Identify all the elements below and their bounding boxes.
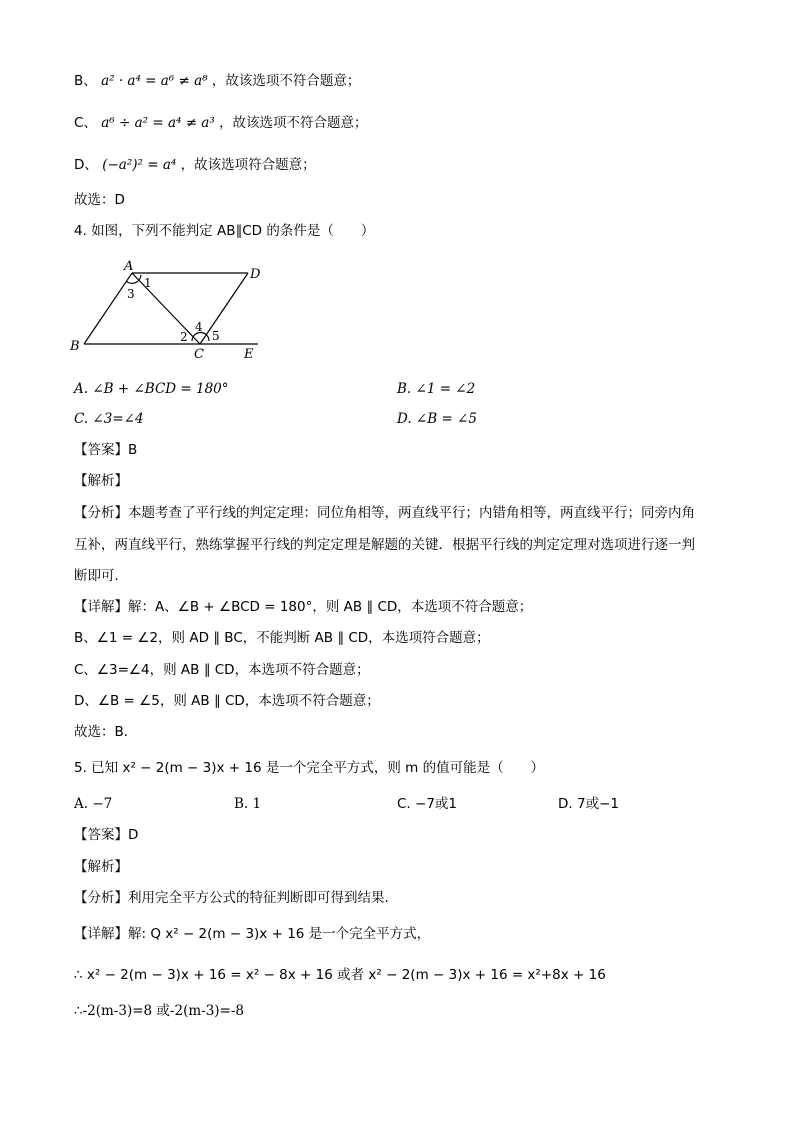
prev-option-c-text: ，故该选项不符合题意； — [219, 115, 368, 131]
label-e: E — [244, 347, 254, 362]
line-ab — [84, 273, 132, 344]
line-ac — [132, 273, 200, 344]
q4-analysis-line-2: 互补，两直线平行，熟练掌握平行线的判定定理是解题的关键．根据平行线的判定定理对选项进行逐一判 — [74, 537, 695, 553]
q5-detail-line-3: ∴-2(m-3)=8 或-2(m-3)=-8 — [74, 1003, 245, 1019]
prev-option-d-text: ，故该选项符合题意； — [180, 157, 316, 173]
prev-option-d-math: (−a²)² = a⁴ — [102, 157, 177, 173]
q5-detail-line-1: 【详解】解: Q x² − 2(m − 3)x + 16 是一个完全平方式， — [74, 926, 431, 942]
angle-1-label: 1 — [144, 276, 152, 290]
q5-option-b: B. 1 — [234, 796, 262, 812]
prev-choice: 故选：D — [74, 192, 125, 208]
q5-analysis-title: 【解析】 — [74, 859, 128, 875]
prev-option-c-math: a⁶ ÷ a² = a⁴ ≠ a³ — [101, 115, 215, 131]
q4-detail-line-1: 【详解】解：A、∠B + ∠BCD = 180°，则 AB ∥ CD，本选项不符合题意； — [74, 599, 533, 615]
q4-detail-line-4: D、∠B = ∠5，则 AB ∥ CD，本选项不符合题意； — [74, 693, 380, 709]
prev-option-b-text: ，故该选项不符合题意； — [211, 73, 361, 89]
q5-analysis-line-1: 【分析】利用完全平方公式的特征判断即可得到结果. — [74, 890, 389, 906]
q4-detail-line-3: C、∠3=∠4，则 AB ∥ CD，本选项不符合题意； — [74, 662, 370, 678]
q4-option-b: B. ∠1 = ∠2 — [397, 381, 476, 397]
prev-option-c-label: C、 — [74, 115, 97, 131]
q4-choice: 故选：B． — [74, 724, 138, 740]
line-cd — [200, 273, 248, 344]
q4-option-a: A. ∠B + ∠BCD = 180° — [74, 381, 229, 397]
label-d: D — [250, 267, 261, 282]
prev-option-b-label: B、 — [74, 73, 97, 89]
angle-3-label: 3 — [127, 287, 135, 301]
q4-option-d: D. ∠B = ∠5 — [397, 411, 477, 427]
q5-detail-line-2: ∴ x² − 2(m − 3)x + 16 = x² − 8x + 16 或者 x² − 2(m − 3)x + 16 = x²+8x + 16 — [74, 967, 606, 983]
q4-answer: 【答案】B — [74, 442, 138, 458]
q5-option-a: A. −7 — [74, 796, 113, 812]
prev-option-b-math: a² · a⁴ = a⁶ ≠ a⁸ — [101, 73, 208, 89]
q5-answer: 【答案】D — [74, 827, 139, 843]
prev-option-d — [74, 156, 316, 174]
q4-detail-line-2: B、∠1 = ∠2，则 AD ∥ BC，不能判断 AB ∥ CD，本选项符合题意； — [74, 630, 490, 646]
angle-5-label: 5 — [212, 329, 220, 343]
q4-analysis-title: 【解析】 — [74, 473, 128, 489]
q5-stem: 5. 已知 x² − 2(m − 3)x + 16 是一个完全平方式，则 m 的值可能是（ ） — [74, 760, 545, 776]
q4-figure — [66, 254, 276, 366]
angle-2-label: 2 — [180, 330, 188, 344]
prev-option-d-label: D、 — [74, 157, 98, 173]
q4-option-c: C. ∠3=∠4 — [74, 411, 144, 427]
q4-analysis-line-3: 断即可． — [74, 568, 128, 584]
label-a: A — [124, 259, 134, 274]
angle-4-label: 4 — [195, 320, 203, 334]
q4-stem: 4. 如图，下列不能判定 AB∥CD 的条件是（ ） — [74, 223, 375, 239]
label-b: B — [70, 339, 80, 354]
q5-option-c: C. −7或1 — [397, 796, 457, 812]
q5-option-d: D. 7或−1 — [558, 796, 619, 812]
prev-option-b — [74, 72, 360, 90]
q4-analysis-line-1: 【分析】本题考查了平行线的判定定理：同位角相等，两直线平行；内错角相等，两直线平行；同旁内角 — [74, 505, 695, 521]
prev-option-c — [74, 114, 368, 132]
label-c: C — [194, 347, 204, 362]
